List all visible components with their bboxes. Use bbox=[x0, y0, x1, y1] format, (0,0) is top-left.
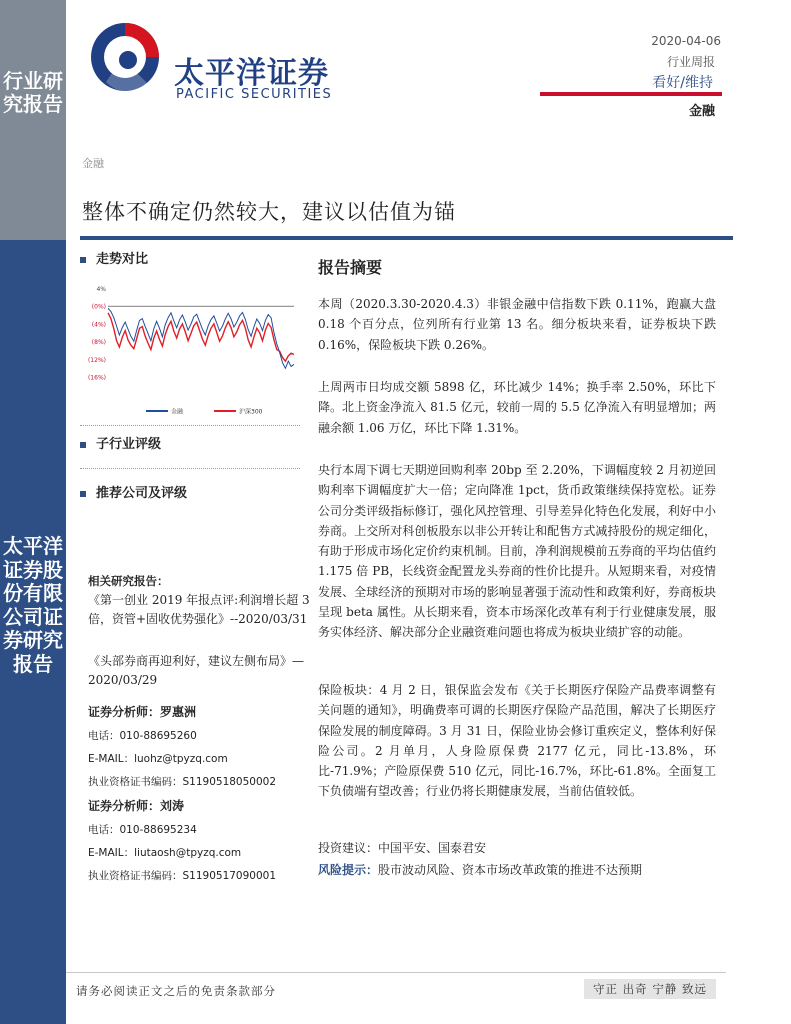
trend-comparison-label: 走势对比 bbox=[96, 252, 149, 267]
analyst-phone: 电话：010-88695260 bbox=[88, 730, 197, 742]
summary-heading: 报告摘要 bbox=[318, 258, 383, 277]
analyst-cert: 执业资格证书编码：S1190517090001 bbox=[88, 870, 277, 882]
sub-industry-rating-heading bbox=[80, 433, 161, 452]
trend-comparison-heading bbox=[80, 248, 148, 267]
summary-paragraph: 本周（2020.3.30-2020.4.3）非银金融中信指数下跌 0.11%，跑赢大盘 0.18 个百分点，位列所有行业第 13 名。细分板块来看，证券板块下跌 0.16%，保险板块下跌 0.26%。 bbox=[318, 297, 716, 352]
series-line-finance bbox=[108, 308, 294, 368]
bullet-icon bbox=[80, 442, 86, 448]
analyst-name: 证券分析师：刘涛 bbox=[88, 799, 185, 813]
industry-rating: 看好/维持 bbox=[652, 75, 713, 91]
analyst-cert: 执业资格证书编码：S1190518050002 bbox=[88, 776, 277, 788]
bullet-icon bbox=[80, 491, 86, 497]
section-divider bbox=[80, 468, 300, 469]
investment-advice: 投资建议：中国平安、国泰君安 bbox=[318, 841, 487, 855]
bullet-icon bbox=[80, 257, 86, 263]
logo-english-name: PACIFIC SECURITIES bbox=[176, 87, 333, 102]
industry-name: 金融 bbox=[688, 104, 715, 119]
analyst-name: 证券分析师：罗惠洲 bbox=[88, 705, 197, 719]
legend-label: 金融 bbox=[171, 408, 184, 416]
company-motto: 守正 出奇 宁静 致远 bbox=[584, 979, 716, 999]
report-date: 2020-04-06 bbox=[651, 34, 721, 48]
pacific-logo-icon bbox=[88, 20, 162, 94]
y-tick-label: (8%) bbox=[91, 339, 106, 347]
sidebar-bottom-band bbox=[0, 240, 66, 1024]
y-tick-label: (0%) bbox=[91, 303, 106, 311]
risk-label: 风险提示： bbox=[318, 863, 379, 877]
header-divider bbox=[540, 92, 722, 96]
title-divider bbox=[80, 236, 733, 240]
trend-chart bbox=[76, 276, 304, 424]
analyst-phone: 电话：010-88695234 bbox=[88, 824, 197, 836]
related-report-link[interactable]: 《头部券商再迎利好，建议左侧布局》—2020/03/29 bbox=[88, 654, 305, 687]
summary-paragraph: 上周两市日均成交额 5898 亿，环比减少 14%；换手率 2.50%，环比下降。北上资金净流入 81.5 亿元，较前一周的 5.5 亿净流入有明显增加；两融余额 1.06 万亿，环比下降 1.31%。 bbox=[318, 380, 716, 435]
sidebar-top-band bbox=[0, 0, 66, 240]
recommended-companies-heading bbox=[80, 482, 187, 501]
sub-industry-rating-label: 子行业评级 bbox=[96, 437, 162, 452]
summary-paragraph: 保险板块：4 月 2 日，银保监会发布《关于长期医疗保险产品费率调整有关问题的通知》，明确费率可调的长期医疗保险产品范围，解决了长期医疗保险发展的制度障碍。3 月 31 日，保险业协会修订重疾定义，整体利好保险公司。2 月单月，人身险原保费 2177 亿元，同比-13.8%，环比-71.9%；产险原保费 510 亿元，同比-16.7%，环比-61.8%。全面复工下负债端有望改善；行业仍将长期健康发展，当前估值较低。 bbox=[318, 683, 716, 799]
footer-divider bbox=[66, 972, 726, 973]
report-type: 行业周报 bbox=[666, 55, 715, 69]
logo-chinese-name: 太平洋证券 bbox=[174, 56, 329, 91]
summary-paragraph: 央行本周下调七天期逆回购利率 20bp 至 2.20%，下调幅度较 2 月初逆回购利率下调幅度扩大一倍；定向降准 1pct，货币政策继续保持宽松。证券公司分类评级指标修订，强化风控管理、引导差异化特色化发展，利好中小券商。上交所对科创板股东以非公开转让和配售方式减持股份的规定细化，有助于形成市场化定价约束机制。目前，净利润规模前五券商的平均估值约 1.175 倍 PB，长线资金配置龙头券商的性价比提升。从短期来看，对疫情发展、全球经济的预期对市场的影响显著强于流动性和政策利好，券商板块呈现 beta 属性。从长期来看，资本市场深化改革有利于行业健康发展，服务实体经济、解决部分企业融资难问题也将成为板块业绩扩容的动能。 bbox=[318, 463, 716, 640]
report-title: 整体不确定仍然较大，建议以估值为锚 bbox=[82, 200, 456, 224]
section-divider bbox=[80, 425, 300, 426]
related-report-link[interactable]: 《第一创业 2019 年报点评:利润增长超 3 倍，资管+固收优势强化》--2020/03/31 bbox=[88, 593, 310, 626]
y-tick-label: (16%) bbox=[87, 374, 106, 382]
sidebar-report-category: 行业研究报告 bbox=[3, 69, 63, 116]
risk-text: 股市波动风险、资本市场改革政策的推进不达预期 bbox=[378, 863, 643, 877]
y-tick-label: (12%) bbox=[87, 356, 106, 364]
recommended-companies-label: 推荐公司及评级 bbox=[96, 486, 188, 501]
risk-warning bbox=[318, 860, 716, 880]
analyst-email[interactable]: E-MAIL：luohz@tpyzq.com bbox=[88, 753, 228, 765]
related-reports-title: 相关研究报告： bbox=[88, 574, 169, 588]
legend-label: 沪深300 bbox=[239, 408, 263, 416]
y-tick-label: 4% bbox=[96, 285, 106, 293]
analyst-email[interactable]: E-MAIL：liutaosh@tpyzq.com bbox=[88, 847, 242, 859]
y-tick-label: (4%) bbox=[91, 321, 106, 329]
sector-label: 金融 bbox=[82, 157, 104, 170]
sidebar-company-name: 太平洋证券股份有限公司证券研究报告 bbox=[3, 534, 63, 676]
disclaimer-notice: 请务必阅读正文之后的免责条款部分 bbox=[76, 984, 276, 998]
